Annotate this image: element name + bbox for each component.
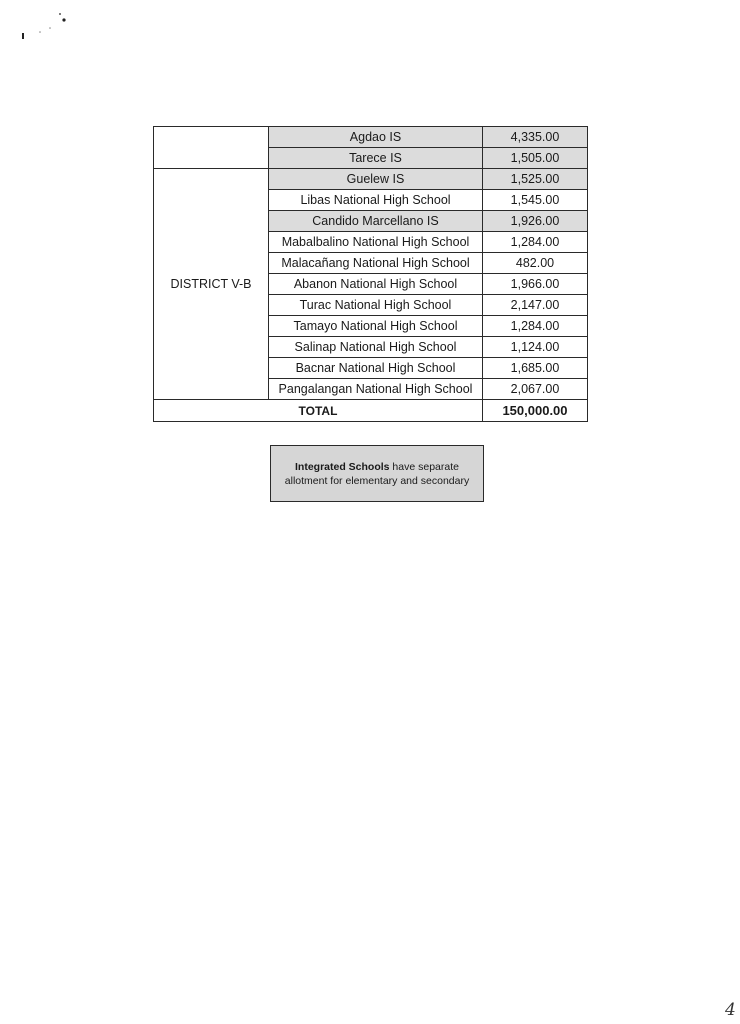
amount-cell: 1,926.00 [483,211,588,232]
amount-cell: 1,284.00 [483,316,588,337]
amount-cell: 482.00 [483,253,588,274]
school-name-cell: Malacañang National High School [269,253,483,274]
amount-cell: 1,284.00 [483,232,588,253]
table-row [154,127,588,148]
school-name-cell: Turac National High School [269,295,483,316]
school-name-cell: Tamayo National High School [269,316,483,337]
school-name-cell: Guelew IS [269,169,483,190]
total-value-cell: 150,000.00 [483,400,588,422]
allocation-table [153,126,588,422]
page-number: 4 [725,1000,736,1020]
amount-cell: 1,966.00 [483,274,588,295]
scan-specks [10,8,80,48]
amount-cell: 2,147.00 [483,295,588,316]
amount-cell: 1,124.00 [483,337,588,358]
amount-cell: 4,335.00 [483,127,588,148]
table-row [154,169,588,190]
district-cell-previous [154,127,269,169]
note-line-1 [295,460,459,474]
amount-cell: 1,685.00 [483,358,588,379]
school-name-cell: Abanon National High School [269,274,483,295]
school-name-cell: Mabalbalino National High School [269,232,483,253]
total-row [154,400,588,422]
note-line-2: allotment for elementary and secondary [284,474,470,487]
amount-cell: 1,525.00 [483,169,588,190]
integrated-schools-note [270,445,484,502]
note-rest-text: have separate [389,460,459,473]
school-name-cell: Tarece IS [269,148,483,169]
amount-cell: 2,067.00 [483,379,588,400]
school-name-cell: Salinap National High School [269,337,483,358]
amount-cell: 1,505.00 [483,148,588,169]
amount-cell: 1,545.00 [483,190,588,211]
school-name-cell: Agdao IS [269,127,483,148]
total-label-cell: TOTAL [154,400,483,422]
school-name-cell: Candido Marcellano IS [269,211,483,232]
school-name-cell: Bacnar National High School [269,358,483,379]
note-bold-text: Integrated Schools [295,460,390,473]
school-name-cell: Libas National High School [269,190,483,211]
school-name-cell: Pangalangan National High School [269,379,483,400]
district-label-cell: DISTRICT V-B [154,169,269,400]
